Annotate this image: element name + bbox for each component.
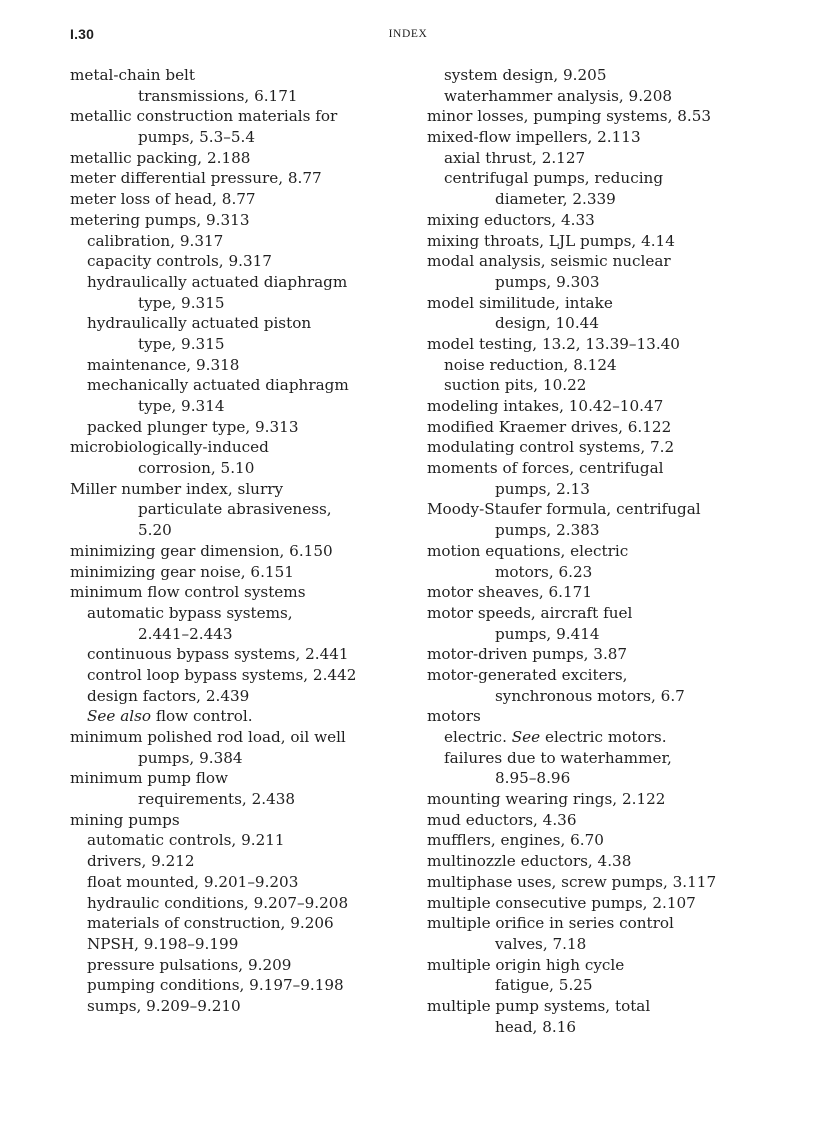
index-entry bbox=[427, 231, 792, 252]
entry-text: motor-driven pumps, 3.87 bbox=[427, 645, 628, 664]
index-subentry bbox=[70, 934, 410, 955]
entry-text: mixing eductors, 4.33 bbox=[427, 210, 595, 229]
entry-text: multiphase uses, screw pumps, 3.117 bbox=[427, 872, 717, 891]
index-entry bbox=[427, 706, 792, 727]
index-column-left bbox=[70, 65, 410, 1017]
index-subentry bbox=[70, 375, 410, 396]
index-subentry bbox=[70, 830, 410, 851]
entry-text: metallic construction materials for bbox=[70, 107, 338, 126]
index-entry bbox=[70, 541, 410, 562]
index-entry bbox=[427, 417, 792, 438]
index-entry-continuation bbox=[70, 396, 410, 417]
index-entry-continuation bbox=[427, 479, 792, 500]
index-subentry bbox=[70, 272, 410, 293]
index-entry bbox=[70, 148, 410, 169]
index-entry-continuation bbox=[427, 189, 792, 210]
index-subentry bbox=[427, 168, 792, 189]
entry-text: mining pumps bbox=[70, 810, 180, 829]
index-entry-continuation bbox=[70, 458, 410, 479]
entry-text: calibration, 9.317 bbox=[87, 231, 224, 250]
entry-text: minimum polished rod load, oil well bbox=[70, 728, 346, 746]
index-subentry bbox=[70, 665, 410, 686]
entry-text: motor-generated exciters, bbox=[427, 665, 628, 684]
entry-text: sumps, 9.209–9.210 bbox=[87, 996, 241, 1015]
index-entry bbox=[427, 541, 792, 562]
index-entry-continuation bbox=[427, 768, 792, 789]
index-entry bbox=[70, 479, 410, 500]
entry-text: packed plunger type, 9.313 bbox=[87, 417, 299, 436]
entry-text: meter loss of head, 8.77 bbox=[70, 190, 256, 209]
entry-text: microbiologically-induced bbox=[70, 438, 269, 457]
index-entry bbox=[427, 830, 792, 851]
index-subentry bbox=[427, 355, 792, 376]
entry-text: mixed-flow impellers, 2.113 bbox=[427, 128, 641, 147]
entry-text: motor speeds, aircraft fuel bbox=[427, 603, 633, 622]
index-entry bbox=[427, 996, 792, 1017]
index-entry-continuation bbox=[70, 624, 410, 645]
index-subentry bbox=[427, 727, 792, 748]
cross-reference-label: See also bbox=[87, 707, 152, 726]
index-entry bbox=[427, 458, 792, 479]
entry-text: 8.95–8.96 bbox=[495, 769, 571, 788]
index-entry bbox=[70, 106, 410, 127]
entry-text: mixing throats, LJL pumps, 4.14 bbox=[427, 231, 675, 250]
index-entry-continuation bbox=[70, 334, 410, 355]
entry-text: hydraulically actuated piston bbox=[87, 314, 312, 333]
entry-text: type, 9.315 bbox=[138, 334, 225, 353]
entry-text: multiple origin high cycle bbox=[427, 955, 625, 974]
entry-text: minimum flow control systems bbox=[70, 583, 306, 602]
entry-text: minimizing gear dimension, 6.150 bbox=[70, 541, 333, 560]
entry-text: type, 9.315 bbox=[138, 293, 225, 312]
index-subentry bbox=[70, 231, 410, 252]
entry-text: design, 10.44 bbox=[495, 314, 599, 333]
index-entry bbox=[427, 396, 792, 417]
index-subentry bbox=[70, 603, 410, 624]
entry-text: drivers, 9.212 bbox=[87, 852, 195, 871]
index-entry bbox=[70, 437, 410, 458]
entry-text: particulate abrasiveness, bbox=[138, 500, 332, 519]
index-entry bbox=[427, 955, 792, 976]
entry-text: mud eductors, 4.36 bbox=[427, 810, 577, 829]
entry-text: moments of forces, centrifugal bbox=[427, 459, 664, 478]
entry-text: mechanically actuated diaphragm bbox=[87, 376, 349, 395]
index-entry bbox=[427, 913, 792, 934]
entry-text: head, 8.16 bbox=[495, 1017, 577, 1036]
entry-text: electric. bbox=[444, 728, 512, 746]
index-entry-continuation bbox=[427, 562, 792, 583]
index-subentry bbox=[70, 706, 410, 727]
index-entry-continuation bbox=[427, 975, 792, 996]
index-subentry bbox=[70, 913, 410, 934]
index-entry bbox=[427, 499, 792, 520]
index-subentry bbox=[70, 251, 410, 272]
index-column-right bbox=[427, 65, 792, 1037]
entry-text: multiple orifice in series control bbox=[427, 914, 674, 933]
entry-text: automatic controls, 9.211 bbox=[87, 831, 285, 850]
index-subentry bbox=[70, 644, 410, 665]
index-entry-continuation bbox=[70, 127, 410, 148]
entry-text: minor losses, pumping systems, 8.53 bbox=[427, 107, 712, 126]
index-subentry bbox=[70, 417, 410, 438]
index-subentry bbox=[70, 355, 410, 376]
cross-reference-label: See bbox=[511, 728, 541, 746]
index-subentry bbox=[70, 872, 410, 893]
entry-text: model testing, 13.2, 13.39–13.40 bbox=[427, 334, 680, 353]
running-head: INDEX bbox=[388, 28, 428, 40]
entry-text: motors bbox=[427, 707, 481, 726]
index-entry-continuation bbox=[427, 520, 792, 541]
entry-text: pumps, 9.414 bbox=[495, 624, 600, 643]
index-subentry bbox=[70, 313, 410, 334]
index-entry-continuation bbox=[427, 934, 792, 955]
index-entry bbox=[427, 851, 792, 872]
entry-text: modeling intakes, 10.42–10.47 bbox=[427, 397, 664, 415]
entry-text: model similitude, intake bbox=[427, 293, 613, 312]
entry-text: metal-chain belt bbox=[70, 66, 196, 84]
entry-text: 2.441–2.443 bbox=[138, 624, 233, 643]
entry-text: 5.20 bbox=[138, 521, 172, 540]
entry-text: pumping conditions, 9.197–9.198 bbox=[87, 976, 344, 995]
index-subentry bbox=[70, 893, 410, 914]
index-entry bbox=[427, 582, 792, 603]
entry-text: modified Kraemer drives, 6.122 bbox=[427, 417, 672, 436]
entry-text: motor sheaves, 6.171 bbox=[427, 583, 592, 602]
entry-text: motors, 6.23 bbox=[495, 562, 593, 581]
index-entry bbox=[427, 127, 792, 148]
index-subentry bbox=[70, 955, 410, 976]
entry-text: minimizing gear noise, 6.151 bbox=[70, 562, 294, 581]
index-subentry bbox=[427, 375, 792, 396]
entry-text: pumps, 2.383 bbox=[495, 521, 600, 540]
index-entry bbox=[427, 789, 792, 810]
entry-text: requirements, 2.438 bbox=[138, 790, 296, 809]
entry-text: synchronous motors, 6.7 bbox=[495, 686, 685, 705]
entry-text: valves, 7.18 bbox=[495, 934, 587, 953]
entry-text: meter differential pressure, 8.77 bbox=[70, 169, 322, 188]
entry-text: corrosion, 5.10 bbox=[138, 459, 255, 478]
index-entry-continuation bbox=[70, 293, 410, 314]
index-entry bbox=[427, 106, 792, 127]
entry-text: hydraulically actuated diaphragm bbox=[87, 272, 348, 291]
index-subentry bbox=[70, 851, 410, 872]
entry-text: transmissions, 6.171 bbox=[138, 86, 298, 105]
index-entry bbox=[70, 582, 410, 603]
index-entry bbox=[70, 768, 410, 789]
entry-text: type, 9.314 bbox=[138, 397, 225, 415]
index-subentry bbox=[427, 148, 792, 169]
entry-text: design factors, 2.439 bbox=[87, 686, 250, 705]
index-entry-continuation bbox=[70, 499, 410, 520]
index-subentry bbox=[427, 748, 792, 769]
index-entry-continuation bbox=[427, 272, 792, 293]
entry-text: continuous bypass systems, 2.441 bbox=[87, 645, 349, 664]
entry-text: minimum pump flow bbox=[70, 769, 229, 788]
index-entry-continuation bbox=[427, 313, 792, 334]
index-subentry bbox=[70, 975, 410, 996]
index-entry-continuation bbox=[70, 789, 410, 810]
entry-text: axial thrust, 2.127 bbox=[444, 148, 586, 167]
index-entry bbox=[427, 293, 792, 314]
index-entry bbox=[427, 644, 792, 665]
entry-text: multiple consecutive pumps, 2.107 bbox=[427, 893, 696, 912]
entry-text: multiple pump systems, total bbox=[427, 996, 651, 1015]
entry-text: multinozzle eductors, 4.38 bbox=[427, 852, 632, 871]
entry-text: metallic packing, 2.188 bbox=[70, 148, 251, 167]
index-entry bbox=[70, 562, 410, 583]
entry-text: centrifugal pumps, reducing bbox=[444, 169, 664, 188]
index-entry bbox=[70, 810, 410, 831]
entry-text: fatigue, 5.25 bbox=[495, 976, 593, 995]
index-subentry bbox=[70, 996, 410, 1017]
entry-text: pumps, 9.384 bbox=[138, 748, 243, 767]
index-entry bbox=[427, 810, 792, 831]
index-entry bbox=[427, 872, 792, 893]
index-entry bbox=[70, 65, 410, 86]
index-entry bbox=[427, 893, 792, 914]
cross-reference-target: electric motors. bbox=[540, 728, 667, 746]
entry-text: metering pumps, 9.313 bbox=[70, 210, 250, 229]
entry-text: mounting wearing rings, 2.122 bbox=[427, 790, 666, 809]
index-entry-continuation bbox=[427, 624, 792, 645]
index-entry-continuation bbox=[427, 686, 792, 707]
index-entry bbox=[427, 437, 792, 458]
entry-text: system design, 9.205 bbox=[444, 66, 607, 84]
entry-text: waterhammer analysis, 9.208 bbox=[444, 86, 673, 105]
index-entry bbox=[70, 189, 410, 210]
page-number: I.30 bbox=[70, 26, 95, 42]
index-entry-continuation bbox=[427, 1017, 792, 1038]
entry-text: Moody-Staufer formula, centrifugal bbox=[427, 500, 701, 519]
entry-text: materials of construction, 9.206 bbox=[87, 914, 334, 933]
entry-text: capacity controls, 9.317 bbox=[87, 252, 272, 271]
index-entry bbox=[70, 168, 410, 189]
entry-text: hydraulic conditions, 9.207–9.208 bbox=[87, 893, 349, 912]
entry-text: pressure pulsations, 9.209 bbox=[87, 955, 292, 974]
index-subentry bbox=[427, 86, 792, 107]
index-subentry bbox=[70, 686, 410, 707]
index-entry bbox=[427, 251, 792, 272]
index-entry bbox=[427, 603, 792, 624]
index-subentry bbox=[427, 65, 792, 86]
entry-text: noise reduction, 8.124 bbox=[444, 355, 617, 374]
index-entry bbox=[427, 665, 792, 686]
entry-text: pumps, 2.13 bbox=[495, 479, 590, 498]
index-entry bbox=[70, 727, 410, 748]
entry-text: Miller number index, slurry bbox=[70, 479, 284, 498]
index-entry bbox=[70, 210, 410, 231]
index-entry bbox=[427, 334, 792, 355]
entry-text: mufflers, engines, 6.70 bbox=[427, 831, 604, 850]
entry-text: automatic bypass systems, bbox=[87, 603, 293, 622]
index-entry-continuation bbox=[70, 748, 410, 769]
index-entry-continuation bbox=[70, 86, 410, 107]
entry-text: maintenance, 9.318 bbox=[87, 355, 240, 374]
entry-text: modal analysis, seismic nuclear bbox=[427, 252, 671, 271]
entry-text: motion equations, electric bbox=[427, 541, 629, 560]
entry-text: suction pits, 10.22 bbox=[444, 376, 587, 395]
entry-text: control loop bypass systems, 2.442 bbox=[87, 665, 357, 684]
entry-text: pumps, 9.303 bbox=[495, 272, 600, 291]
cross-reference-target: flow control. bbox=[151, 707, 253, 726]
entry-text: failures due to waterhammer, bbox=[444, 748, 672, 767]
entry-text: pumps, 5.3–5.4 bbox=[138, 128, 255, 147]
entry-text: modulating control systems, 7.2 bbox=[427, 438, 675, 457]
entry-text: NPSH, 9.198–9.199 bbox=[87, 934, 239, 953]
entry-text: float mounted, 9.201–9.203 bbox=[87, 872, 299, 891]
index-entry bbox=[427, 210, 792, 231]
index-entry-continuation bbox=[70, 520, 410, 541]
entry-text: diameter, 2.339 bbox=[495, 190, 616, 209]
